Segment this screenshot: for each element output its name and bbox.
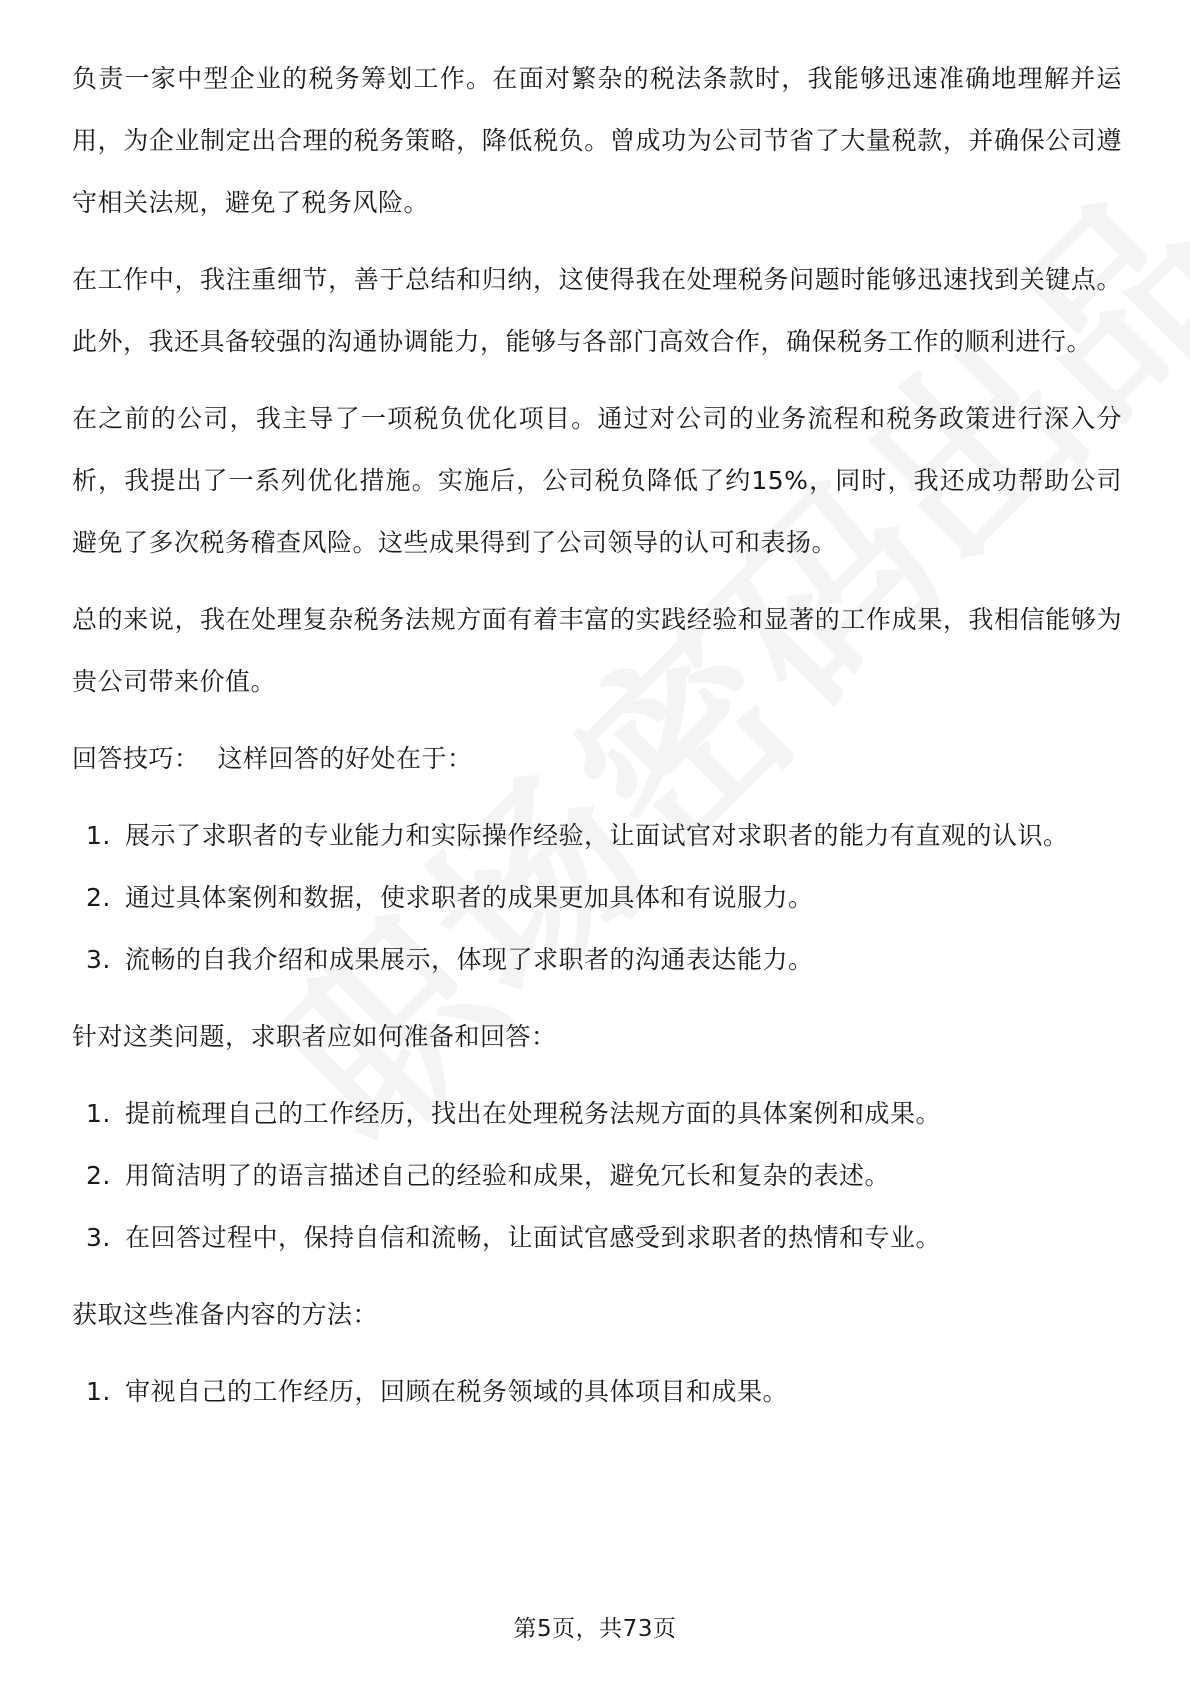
tips-text: 这样回答的好处在于： bbox=[217, 744, 473, 773]
tips-list bbox=[72, 805, 1122, 991]
paragraph: 在工作中，我注重细节，善于总结和归纳，这使得我在处理税务问题时能够迅速找到关键点。此外，我还具备较强的沟通协调能力，能够与各部门高效合作，确保税务工作的顺利进行。 bbox=[72, 265, 1122, 356]
document-body bbox=[72, 48, 1122, 1423]
method-heading: 获取这些准备内容的方法： bbox=[72, 1300, 379, 1329]
paragraph: 总的来说，我在处理复杂税务法规方面有着丰富的实践经验和显著的工作成果，我相信能够为贵公司带来价值。 bbox=[72, 605, 1122, 696]
paragraph: 在之前的公司，我主导了一项税负优化项目。通过对公司的业务流程和税务政策进行深入分析，我提出了一系列优化措施。实施后，公司税负降低了约15%，同时，我还成功帮助公司避免了多次税务稽查风险。这些成果得到了公司领导的认可和表扬。 bbox=[72, 404, 1122, 557]
tips-heading bbox=[72, 728, 1122, 790]
list-item: 3. 流畅的自我介绍和成果展示，体现了求职者的沟通表达能力。 bbox=[86, 945, 814, 974]
prepare-list bbox=[72, 1083, 1122, 1269]
tips-label: 回答技巧： bbox=[72, 744, 200, 773]
page-number: 第5页，共73页 bbox=[513, 1616, 677, 1642]
list-item: 1. 提前梳理自己的工作经历，找出在处理税务法规方面的具体案例和成果。 bbox=[86, 1099, 942, 1128]
list-item: 3. 在回答过程中，保持自信和流畅，让面试官感受到求职者的热情和专业。 bbox=[86, 1223, 942, 1252]
method-list bbox=[72, 1361, 1122, 1423]
list-item: 2. 通过具体案例和数据，使求职者的成果更加具体和有说服力。 bbox=[86, 883, 814, 912]
list-item: 1. 展示了求职者的专业能力和实际操作经验，让面试官对求职者的能力有直观的认识。 bbox=[86, 821, 1069, 850]
paragraph: 负责一家中型企业的税务筹划工作。在面对繁杂的税法条款时，我能够迅速准确地理解并运用，为企业制定出合理的税务策略，降低税负。曾成功为公司节省了大量税款，并确保公司遵守相关法规，避免了税务风险。 bbox=[72, 64, 1122, 217]
prepare-heading: 针对这类问题，求职者应如何准备和回答： bbox=[72, 1022, 557, 1051]
list-item: 2. 用简洁明了的语言描述自己的经验和成果，避免冗长和复杂的表述。 bbox=[86, 1161, 891, 1190]
list-item: 1. 审视自己的工作经历，回顾在税务领域的具体项目和成果。 bbox=[86, 1377, 789, 1406]
